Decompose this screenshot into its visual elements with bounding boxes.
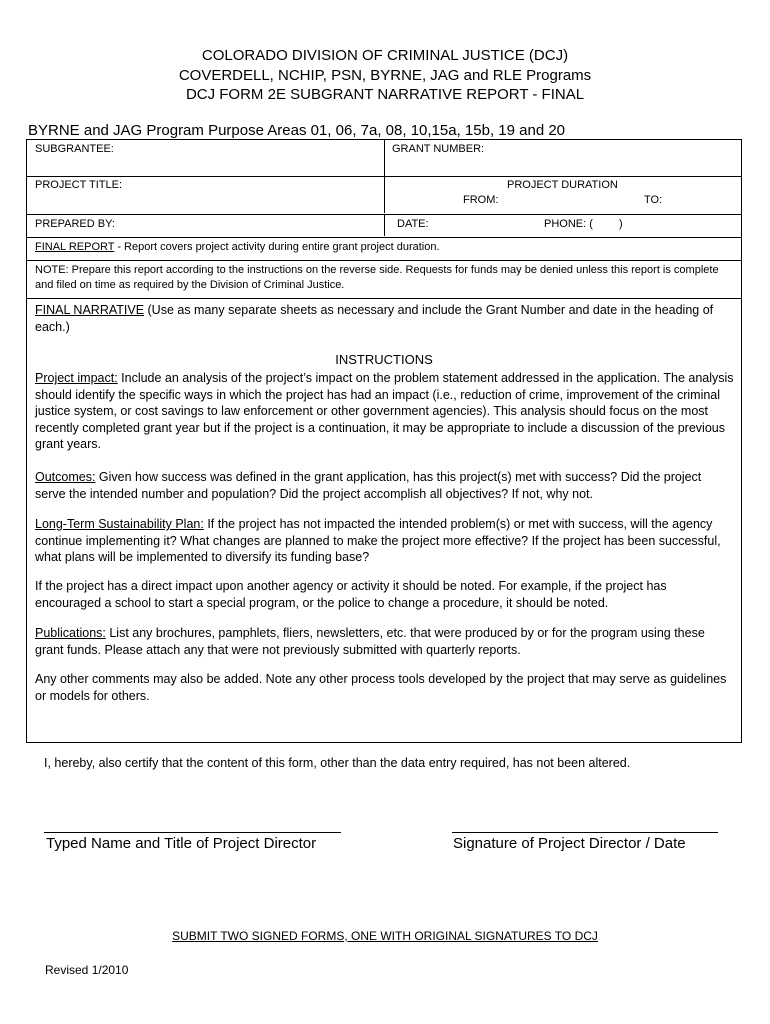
- to-date-field[interactable]: TO:: [644, 194, 663, 206]
- signature-label: Signature of Project Director / Date: [453, 835, 686, 852]
- outcomes-label: Outcomes:: [35, 470, 96, 484]
- subgrantee-row: [26, 139, 742, 177]
- project-impact-text: Include an analysis of the project’s impact on the problem statement addressed in the application. The analysis should identify the specific ways in which the project has had an impact (i.e., reduction of crime, improvement of the criminal justice system, or cost savings to law enforcement or other government agencies). This analysis should focus on the most recently completed grant year but if the project is a continuation, it may be appropriate to include a discussion of the previous grant years.: [35, 371, 734, 451]
- narrative-box: [26, 298, 742, 743]
- typed-name-label: Typed Name and Title of Project Director: [46, 835, 317, 852]
- form-title-prefix: DCJ FORM 2E SUBGRANT NARRATIVE REPORT -: [185, 86, 542, 103]
- final-narrative-text: (Use as many separate sheets as necessary and include the Grant Number and date in the heading of each.): [35, 303, 714, 334]
- column-divider: [384, 214, 385, 236]
- revision-date: Revised 1/2010: [45, 963, 129, 977]
- publications-text: List any brochures, pamphlets, fliers, newsletters, etc. that were produced by or for the program using these grant funds. Please attach any that were not previously submitted with quarterly reports.: [35, 626, 705, 657]
- program-purpose-areas: BYRNE and JAG Program Purpose Areas 01, 06, 7a, 08, 10,15a, 15b, 19 and 20: [28, 122, 566, 139]
- column-divider: [384, 176, 385, 213]
- sustainability-text: If the project has not impacted the intended problem(s) or met with success, will the agency continue implementing it? What changes are planned to make the project more effective? If the project has been successful, what plans will be implemented to diversify its funding base?: [35, 517, 721, 564]
- form-title-line-3: [0, 85, 770, 104]
- final-report-text: - Report covers project activity during entire grant project duration.: [114, 241, 440, 253]
- prepared-by-row: [26, 214, 742, 238]
- phone-field[interactable]: PHONE: (: [544, 218, 593, 230]
- outcomes-text: Given how success was defined in the grant application, has this project(s) met with success? Did the project serve the intended number and population? Did the project accomplish all objectives? If not, why not.: [35, 470, 702, 501]
- form-title-final: FINAL: [541, 86, 585, 103]
- instructions-title: INSTRUCTIONS: [335, 352, 433, 367]
- date-field[interactable]: DATE:: [397, 218, 429, 230]
- project-impact-label: Project impact:: [35, 371, 118, 385]
- sustainability-label: Long-Term Sustainability Plan:: [35, 517, 204, 531]
- sustainability-paragraph: [35, 516, 735, 566]
- grant-number-field[interactable]: GRANT NUMBER:: [392, 143, 485, 155]
- signature-line[interactable]: [452, 832, 718, 833]
- other-comments-paragraph: Any other comments may also be added. Note any other process tools developed by the project that may serve as guidelines or models for others.: [35, 672, 727, 703]
- prepared-by-field[interactable]: PREPARED BY:: [35, 218, 115, 230]
- column-divider: [384, 140, 385, 176]
- project-title-row: [26, 176, 742, 215]
- subgrantee-field[interactable]: SUBGRANTEE:: [35, 143, 114, 155]
- final-report-note: [35, 241, 440, 253]
- from-date-field[interactable]: FROM:: [463, 194, 499, 206]
- certification-statement: I, hereby, also certify that the content of this form, other than the data entry required, has not been altered.: [44, 756, 631, 770]
- final-report-label: FINAL REPORT: [35, 241, 115, 253]
- note-row: [26, 260, 742, 299]
- final-report-row: [26, 237, 742, 261]
- outcomes-paragraph: [35, 469, 735, 502]
- typed-name-line[interactable]: [44, 832, 341, 833]
- project-impact-paragraph: [35, 370, 735, 453]
- final-narrative-heading: [35, 302, 735, 335]
- project-title-field[interactable]: PROJECT TITLE:: [35, 179, 123, 191]
- publications-label: Publications:: [35, 626, 106, 640]
- project-duration-label: PROJECT DURATION: [507, 179, 618, 191]
- phone-close-paren: ): [619, 218, 623, 230]
- form-title-line-2: COVERDELL, NCHIP, PSN, BYRNE, JAG and RLE Programs: [178, 67, 592, 84]
- submit-instruction: SUBMIT TWO SIGNED FORMS, ONE WITH ORIGINAL SIGNATURES TO DCJ: [172, 929, 598, 943]
- form-title-line-1: COLORADO DIVISION OF CRIMINAL JUSTICE (DCJ): [201, 47, 569, 64]
- direct-impact-paragraph: If the project has a direct impact upon another agency or activity it should be noted. For example, if the project has encouraged a school to start a special program, or the police to change a procedure, it should be noted.: [35, 579, 667, 610]
- final-narrative-label: FINAL NARRATIVE: [35, 303, 145, 317]
- publications-paragraph: [35, 625, 735, 658]
- note-text: NOTE: Prepare this report according to the instructions on the reverse side. Requests for funds may be denied unless this report is complete and filed on time as required by the Division of Criminal Justice.: [35, 264, 719, 291]
